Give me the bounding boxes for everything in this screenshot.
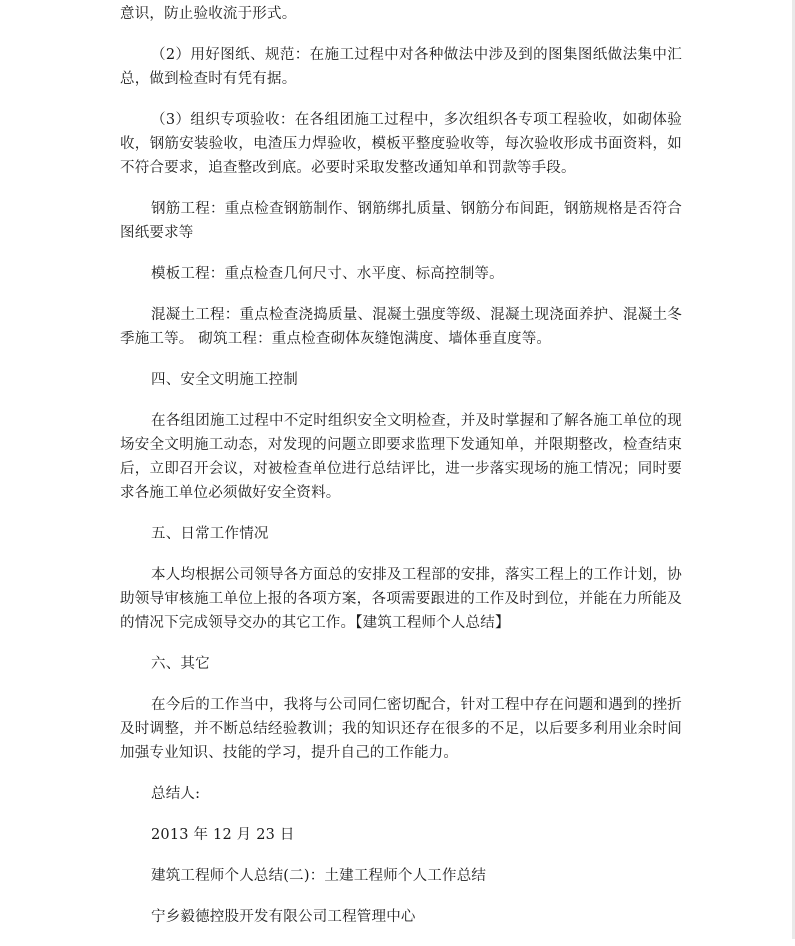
paragraph-safety: 在各组团施工过程中不定时组织安全文明检查，并及时掌握和了解各施工单位的现场安全文明施工动态，对发现的问题立即要求监理下发通知单，并限期整改，检查结束后，立即召开会议，对被检查单位进行总结评比，进一步落实现场的施工情况；同时要求各施工单位必须做好安全资料。 [120,413,682,501]
paragraph-daily-work: 本人均根据公司领导各方面总的安排及工程部的安排，落实工程上的工作计划，协助领导审核施工单位上报的各项方案，各项需要跟进的工作及时到位，并能在力所能及的情况下完成领导交办的其它工作。【建筑工程师个人总结】 [120,567,682,631]
paragraph-drawings-specs: （2）用好图纸、规范：在施工过程中对各种做法中涉及到的图集图纸做法集中汇总，做到检查时有凭有据。 [120,47,682,87]
paragraph-formwork: 模板工程：重点检查几何尺寸、水平度、标高控制等。 [151,266,504,282]
section-heading-safety: 四、安全文明施工控制 [151,372,298,388]
paragraph-special-acceptance: （3）组织专项验收：在各组团施工过程中，多次组织各专项工程验收，如砌体验收，钢筋安装验收，电渣压力焊验收，模板平整度验收等，每次验收形成书面资料，如不符合要求，追查整改到底。必要时采取发整改通知单和罚款等手段。 [120,112,682,176]
company-name: 宁乡毅德控股开发有限公司工程管理中心 [151,909,416,925]
paragraph-continuation: 意识，防止验收流于形式。 [120,6,297,22]
paragraph-outlook: 在今后的工作当中，我将与公司同仁密切配合，针对工程中存在问题和遇到的挫折及时调整，并不断总结经验教训；我的知识还存在很多的不足，以后要多利用业余时间加强专业知识、技能的学习，提升自己的工作能力。 [120,697,682,761]
signature-label: 总结人: [151,786,201,802]
paragraph-concrete-masonry: 混凝土工程：重点检查浇捣质量、混凝土强度等级、混凝土现浇面养护、混凝土冬季施工等。 砌筑工程：重点检查砌体灰缝饱满度、墙体垂直度等。 [120,307,682,347]
next-document-title: 建筑工程师个人总结(二)：土建工程师个人工作总结 [151,868,487,884]
paragraph-rebar-works: 钢筋工程：重点检查钢筋制作、钢筋绑扎质量、钢筋分布间距，钢筋规格是否符合图纸要求等 [120,201,682,241]
document-body [120,2,682,946]
document-date: 2013 年 12 月 23 日 [151,827,295,843]
section-heading-daily-work: 五、日常工作情况 [151,526,269,542]
section-heading-other: 六、其它 [151,656,210,672]
